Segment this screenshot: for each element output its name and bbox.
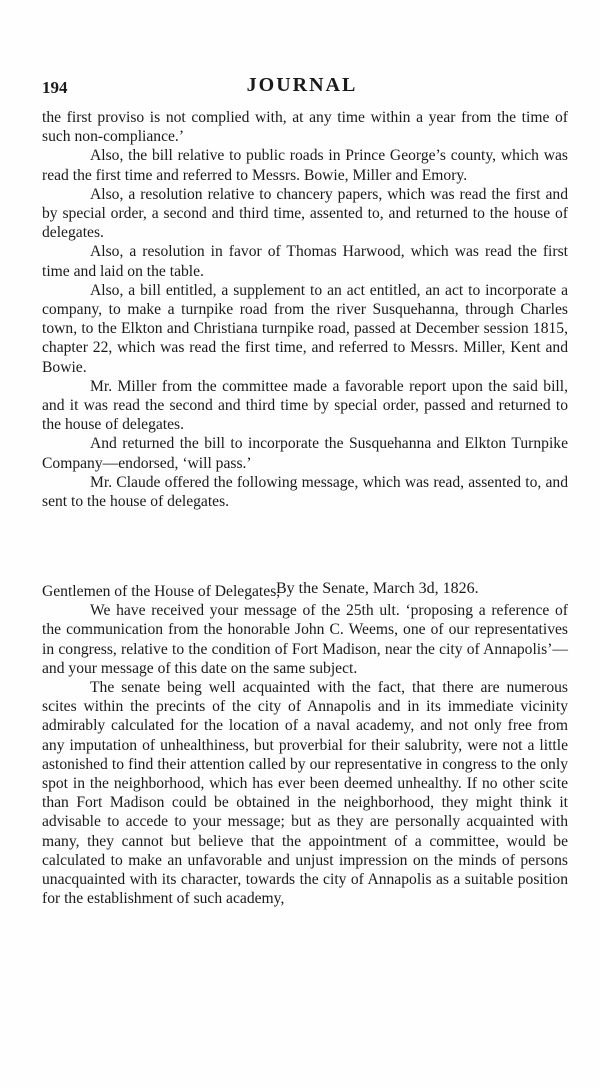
paragraph-harwood-resolution: Also, a resolution in favor of Thomas Harwood, which was read the first time and laid on the table.: [42, 243, 568, 280]
paragraph-chancery-resolution: Also, a resolution relative to chancery papers, which was read the first and by special order, a second and third time, assented to, and returned to the house of delegates.: [42, 185, 568, 242]
paragraph-turnpike-supplement: Also, a bill entitled, a supplement to an act entitled, an act to incorporate a company, to make a turnpike road from the river Susquehanna, through Charles town, to the Elkton and Christiana turnpike road, passed at December session 1815, chapter 22, which was read the first time, and referred to Messrs. Miller, Kent and Bowie.: [42, 281, 568, 376]
paragraph-committee-report: Mr. Miller from the committee made a favorable report upon the said bill, and it was read the second and third time by special order, passed and returned to the house of delegates.: [42, 377, 568, 434]
message-dateline: By the Senate, March 3d, 1826.: [276, 580, 479, 597]
paragraph-turnpike-endorsed: And returned the bill to incorporate the Susquehanna and Elkton Turnpike Company—endorsed, ‘will pass.’: [42, 435, 568, 472]
senate-message: [42, 582, 568, 908]
page-number: 194: [42, 78, 68, 97]
message-paragraph-received: We have received your message of the 25th ult. ‘proposing a reference of the communication from the honorable John C. Weems, one of our representatives in congress, relative to the condition of Fort Madison, near the city of Annapolis’—and your message of this date on the same subject.: [42, 602, 568, 677]
page-header: [42, 74, 562, 104]
message-paragraph-senate: The senate being well acquainted with the fact, that there are numerous scites within the precints of the city of Annapolis and in its immediate vicinity admirably calculated for the location of a naval academy, and not only free from any imputation of unhealthiness, but proverbial for their salubrity, were not a little astonished to find their attention called by our representative in congress to the only spot in the neighborhood, which has ever been deemed unhealthy. If no other scite than Fort Madison could be obtained in the neighborhood, they might think it advisable to accede to your message; but as they are personally acquainted with many, they cannot but believe that the appointment of a committee, would be calculated to make an unfavorable and unjust impression on the minds of persons unacquainted with its character, towards the city of Annapolis as a suitable position for the establishment of such academy,: [42, 679, 568, 908]
paragraph-claude-message: Mr. Claude offered the following message, which was read, assented to, and sent to the house of delegates.: [42, 473, 568, 511]
message-salutation: Gentlemen of the House of Delegates,: [42, 583, 281, 600]
journal-entries: [42, 108, 568, 511]
running-head: JOURNAL: [246, 74, 358, 96]
paragraph-roads-bill: Also, the bill relative to public roads in Prince George’s county, which was read the first time and referred to Messrs. Bowie, Miller and Emory.: [42, 147, 568, 184]
paragraph-continuation: the first proviso is not complied with, at any time within a year from the time of such non-compliance.’: [42, 109, 568, 146]
